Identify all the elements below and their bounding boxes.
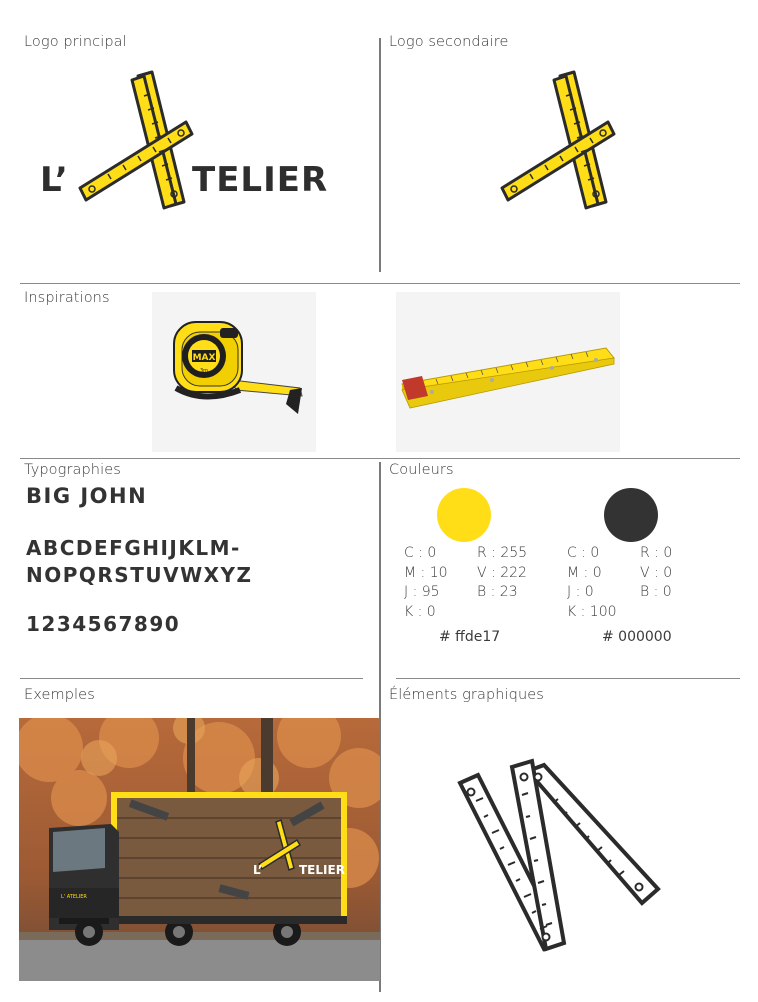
logo-word: TELIER <box>192 160 329 200</box>
truck-logo-word: TELIER <box>299 863 345 877</box>
truck-photo-illustration <box>19 718 380 981</box>
divider-horizontal-left <box>20 678 363 679</box>
divider-horizontal-2 <box>20 458 740 459</box>
ruler-outline-icon <box>452 755 666 960</box>
black-cmyk-values: C : 0 M : 0 J : 0 K : 100 <box>567 545 617 620</box>
section-label-logo-secondaire: Logo secondaire <box>389 34 509 50</box>
tape-measure-photo <box>152 292 316 452</box>
logo-prefix: L’ <box>40 160 69 200</box>
ruler-a-logo-icon <box>78 70 203 210</box>
tape-brand-text: MAX <box>192 353 216 363</box>
color-swatch-black <box>604 488 658 542</box>
alphabet-line-1: ABCDEFGHIJKLM- <box>26 536 241 560</box>
truck-example-photo <box>19 718 380 981</box>
section-label-exemples: Exemples <box>24 687 95 703</box>
divider-horizontal-1 <box>20 283 740 284</box>
black-hex-label: # 000000 <box>602 629 672 645</box>
cab-logo-text: L' ATELIER <box>61 894 87 900</box>
alphabet-line-2: NOPQRSTUVWXYZ <box>26 563 253 587</box>
section-label-logo-principal: Logo principal <box>24 34 127 50</box>
truck-logo-prefix: L’ <box>253 863 263 877</box>
yellow-cmyk-values: C : 0 M : 10 J : 95 K : 0 <box>404 545 448 620</box>
font-name: BIG JOHN <box>26 484 148 508</box>
folding-ruler-photo <box>396 292 620 452</box>
section-label-inspirations: Inspirations <box>24 290 110 306</box>
tape-size-text: 3m <box>199 368 209 374</box>
ruler-a-secondary-icon <box>500 70 625 210</box>
section-label-typographies: Typographies <box>24 462 121 478</box>
black-rgb-values: R : 0 V : 0 B : 0 <box>640 545 673 600</box>
section-label-elements-graphiques: Éléments graphiques <box>389 687 544 703</box>
yellow-hex-label: # ffde17 <box>439 629 501 645</box>
folding-ruler-icon <box>396 292 620 452</box>
tape-measure-icon <box>152 292 316 452</box>
section-label-couleurs: Couleurs <box>389 462 454 478</box>
color-swatch-yellow <box>437 488 491 542</box>
divider-vertical-top <box>379 38 381 272</box>
digits-sample: 1234567890 <box>26 612 181 636</box>
yellow-rgb-values: R : 255 V : 222 B : 23 <box>477 545 528 600</box>
divider-horizontal-right <box>396 678 740 679</box>
